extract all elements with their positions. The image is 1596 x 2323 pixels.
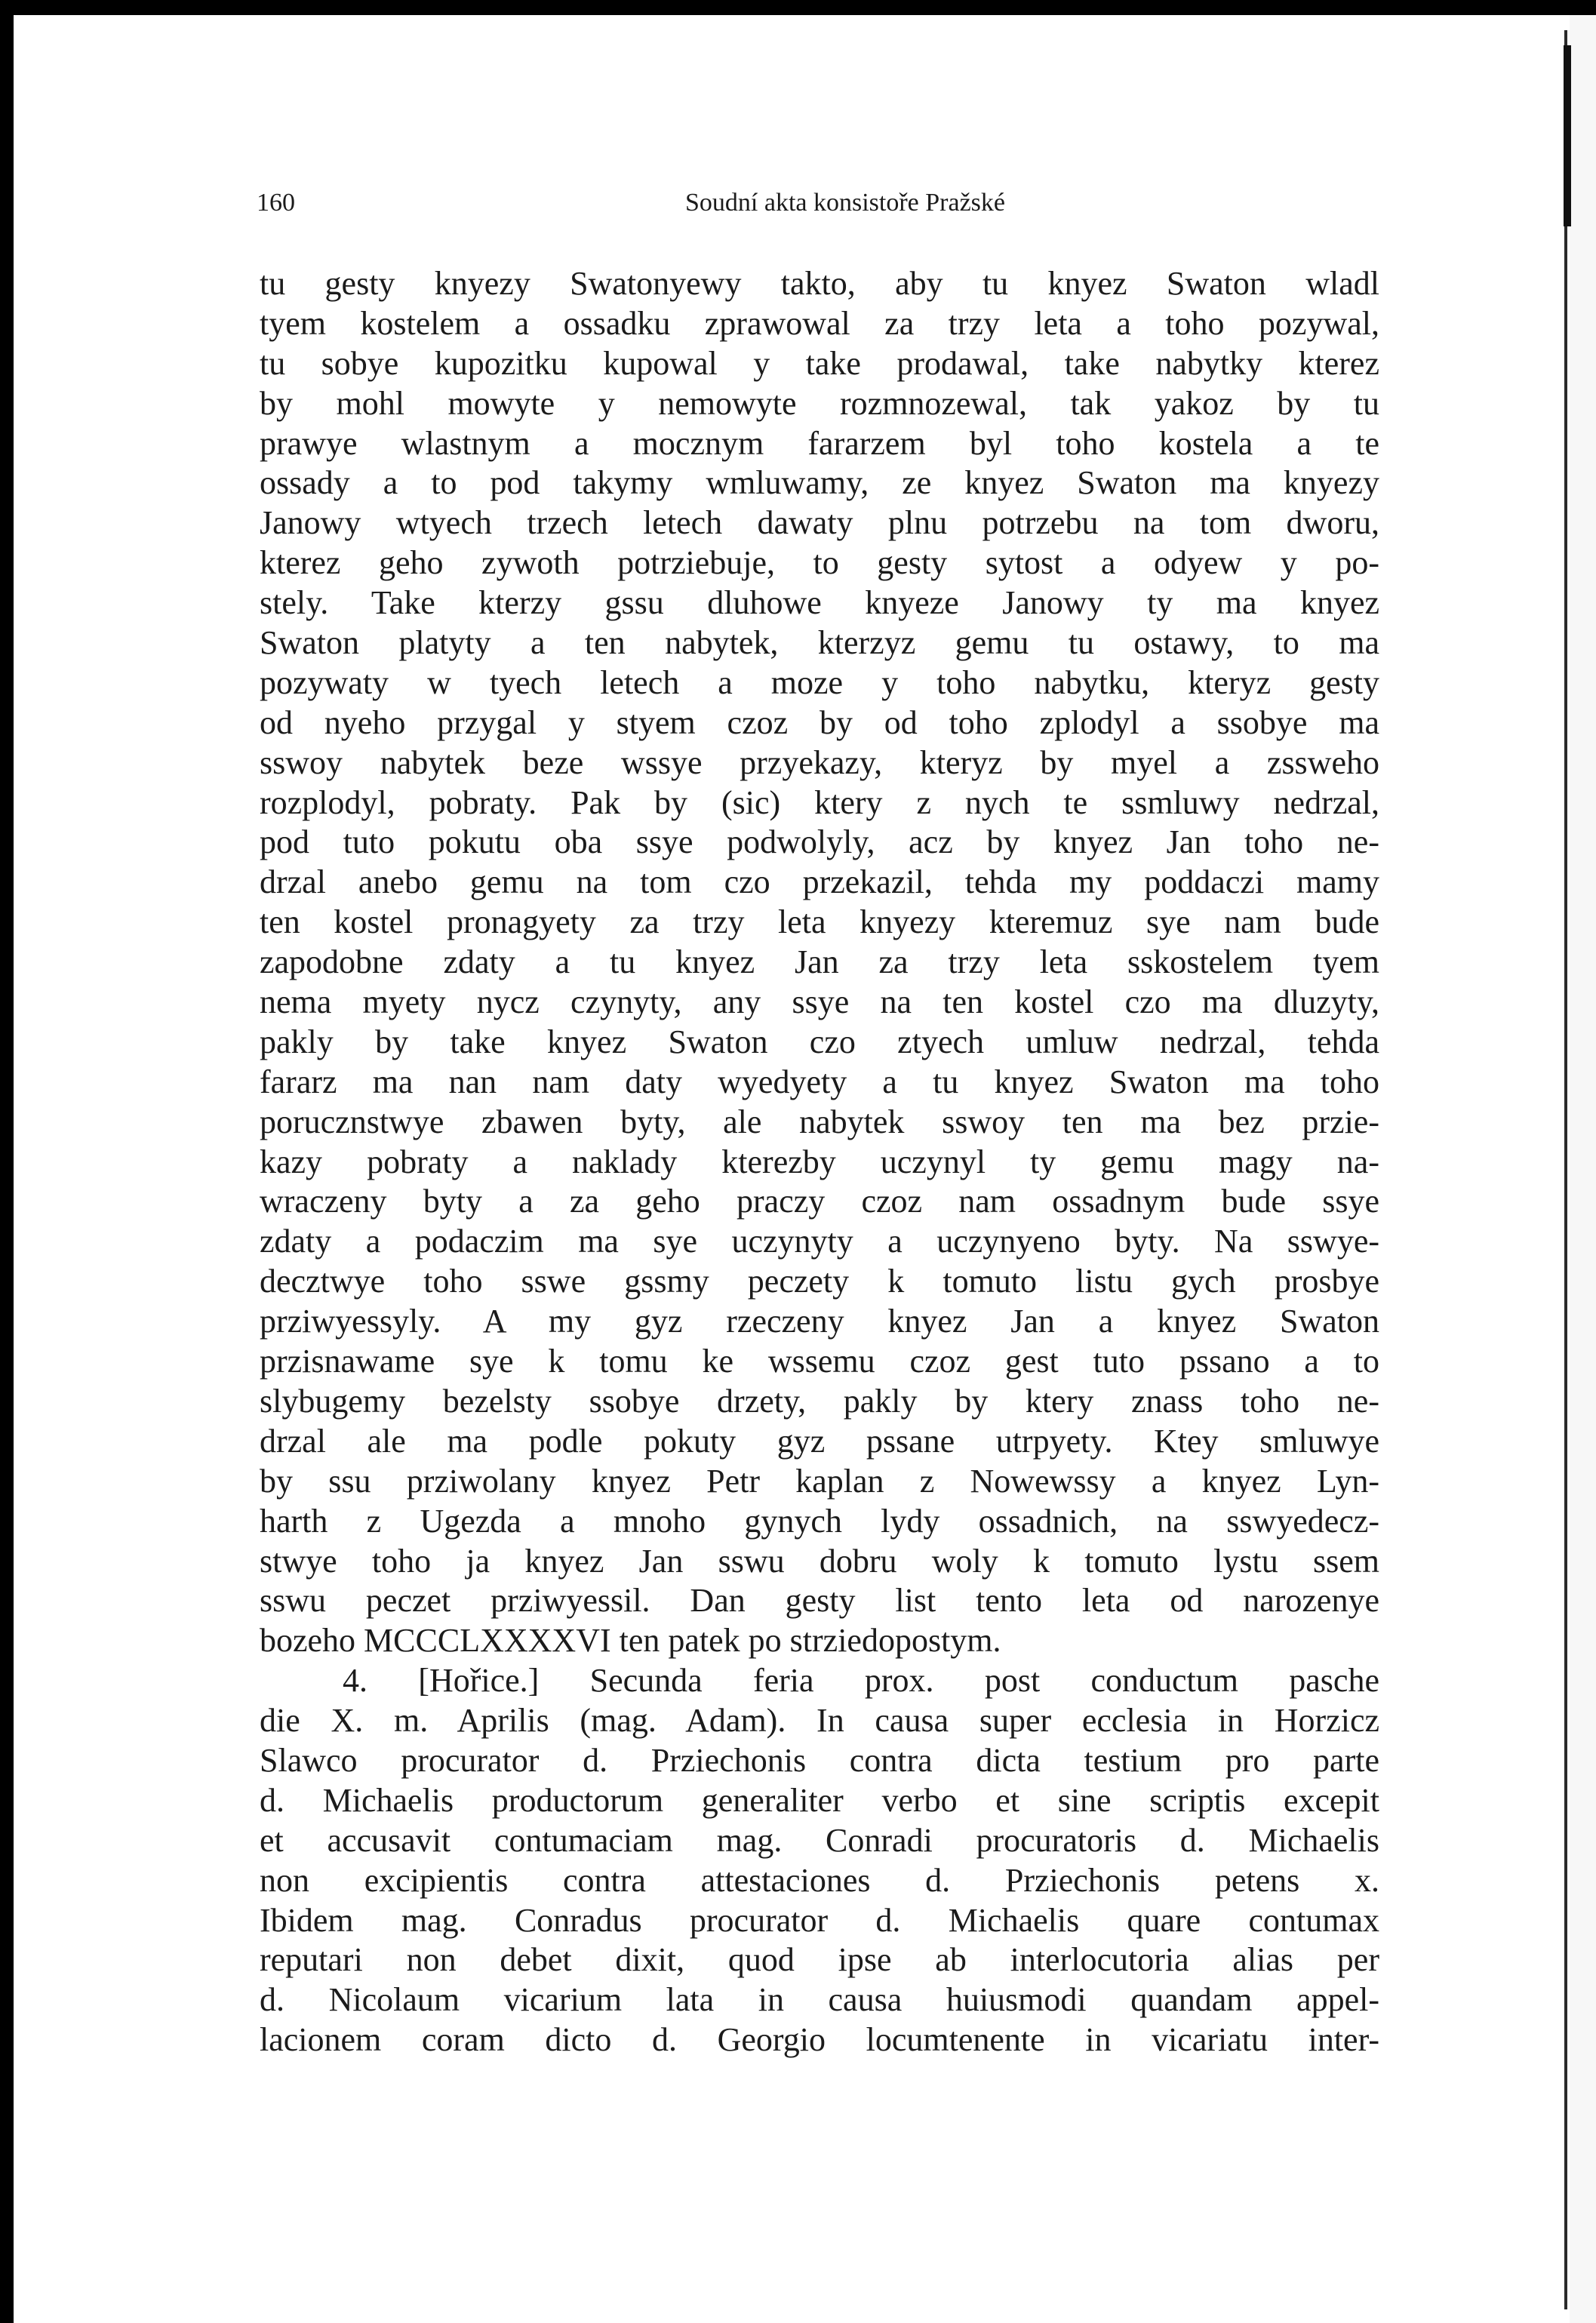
text-line: lacionem coram dicto d. Georgio locumtenente in vicariatu inter- xyxy=(260,2021,1379,2059)
text-line: zapodobne zdaty a tu knyez Jan za trzy leta sskostelem tyem xyxy=(260,943,1379,981)
text-line: non excipientis contra attestaciones d. Prziechonis petens x. xyxy=(260,1861,1379,1899)
text-line: kazy pobraty a naklady kterezby uczynyl ty gemu magy na- xyxy=(260,1143,1379,1180)
text-line: zdaty a podaczim ma sye uczynyty a uczynyeno byty. Na sswye- xyxy=(260,1223,1379,1260)
text-line: drzal anebo gemu na tom czo przekazil, tehda my poddaczi mamy xyxy=(260,863,1379,901)
text-line: od nyeho przygal y styem czoz by od toho zplodyl a ssobye ma xyxy=(260,703,1379,741)
text-line: Slawco procurator d. Prziechonis contra dicta testium pro parte xyxy=(260,1741,1379,1779)
text-line: tu sobye kupozitku kupowal y take prodawal, take nabytky kterez xyxy=(260,344,1379,382)
text-line: stwye toho ja knyez Jan sswu dobru woly k tomuto lystu ssem xyxy=(260,1542,1379,1580)
text-line: fararz ma nan nam daty wyedyety a tu knyez Swaton ma toho xyxy=(260,1063,1379,1100)
text-line: kterez geho zywoth potrziebuje, to gesty sytost a odyew y po- xyxy=(260,544,1379,582)
scan-right-edge xyxy=(1570,15,1596,2323)
text-line: stely. Take kterzy gssu dluhowe knyeze Janowy ty ma knyez xyxy=(260,584,1379,622)
scan-right-edge-shadow xyxy=(1564,45,1571,226)
text-line: tu gesty knyezy Swatonyewy takto, aby tu knyez Swaton wladl xyxy=(260,265,1379,302)
text-line: by mohl mowyte y nemowyte rozmnozewal, tak yakoz by tu xyxy=(260,384,1379,422)
text-line: porucznstwye zbawen byty, ale nabytek sswoy ten ma bez przie- xyxy=(260,1103,1379,1140)
text-line: wraczeny byty a za geho praczy czoz nam ossadnym bude ssye xyxy=(260,1183,1379,1220)
body-text xyxy=(260,264,1379,2060)
text-line: 4. [Hořice.] Secunda feria prox. post conductum pasche xyxy=(343,1662,1379,1700)
page-number: 160 xyxy=(257,189,295,217)
scan-top-border xyxy=(0,0,1596,15)
text-line: drzal ale ma podle pokuty gyz pssane utrpyety. Ktey smluwye xyxy=(260,1422,1379,1460)
text-line: sswoy nabytek beze wssye przyekazy, kteryz by myel a zssweho xyxy=(260,743,1379,781)
text-line: die X. m. Aprilis (mag. Adam). In causa super ecclesia in Horzicz xyxy=(260,1702,1379,1740)
text-line: decztwye toho sswe gssmy peczety k tomuto listu gych prosbye xyxy=(260,1263,1379,1300)
text-line: Ibidem mag. Conradus procurator d. Michaelis quare contumax xyxy=(260,1901,1379,1939)
page-header xyxy=(257,189,1441,234)
text-line: nema myety nycz czynyty, any ssye na ten kostel czo ma dluzyty, xyxy=(260,983,1379,1021)
text-line: d. Nicolaum vicarium lata in causa huiusmodi quandam appel- xyxy=(260,1981,1379,2019)
scan-left-border xyxy=(0,0,14,2323)
text-line: harth z Ugezda a mnoho gynych lydy ossadnich, na sswyedecz- xyxy=(260,1502,1379,1540)
text-line: pod tuto pokutu oba ssye podwolyly, acz by knyez Jan toho ne- xyxy=(260,823,1379,861)
text-line: Janowy wtyech trzech letech dawaty plnu potrzebu na tom dworu, xyxy=(260,504,1379,542)
text-line: sswu peczet prziwyessil. Dan gesty list tento leta od narozenye xyxy=(260,1582,1379,1620)
text-line: bozeho MCCCLXXXXVI ten patek po strziedopostym. xyxy=(260,1622,1001,1660)
text-line: przisnawame sye k tomu ke wssemu czoz gest tuto pssano a to xyxy=(260,1343,1379,1380)
text-line: tyem kostelem a ossadku zprawowal za trzy leta a toho pozywal, xyxy=(260,304,1379,342)
text-line: d. Michaelis productorum generaliter verbo et sine scriptis excepit xyxy=(260,1781,1379,1819)
text-line: ten kostel pronagyety za trzy leta knyezy kteremuz sye nam bude xyxy=(260,903,1379,941)
text-line: by ssu prziwolany knyez Petr kaplan z Nowewssy a knyez Lyn- xyxy=(260,1462,1379,1500)
text-line: reputari non debet dixit, quod ipse ab interlocutoria alias per xyxy=(260,1941,1379,1979)
text-line: slybugemy bezelsty ssobye drzety, pakly by ktery znass toho ne- xyxy=(260,1382,1379,1420)
text-line: et accusavit contumaciam mag. Conradi procuratoris d. Michaelis xyxy=(260,1821,1379,1859)
text-line: pozywaty w tyech letech a moze y toho nabytku, kteryz gesty xyxy=(260,663,1379,701)
text-line: prawye wlastnym a mocznym fararzem byl toho kostela a te xyxy=(260,424,1379,462)
text-line: prziwyessyly. A my gyz rzeczeny knyez Jan a knyez Swaton xyxy=(260,1303,1379,1340)
scan-right-edge-line xyxy=(1564,30,1567,2309)
text-line: pakly by take knyez Swaton czo ztyech umluw nedrzal, tehda xyxy=(260,1023,1379,1060)
running-title: Soudní akta konsistoře Pražské xyxy=(685,189,1005,217)
text-line: ossady a to pod takymy wmluwamy, ze knyez Swaton ma knyezy xyxy=(260,464,1379,502)
text-line: Swaton platyty a ten nabytek, kterzyz gemu tu ostawy, to ma xyxy=(260,624,1379,662)
text-line: rozplodyl, pobraty. Pak by (sic) ktery z nych te ssmluwy nedrzal, xyxy=(260,783,1379,821)
